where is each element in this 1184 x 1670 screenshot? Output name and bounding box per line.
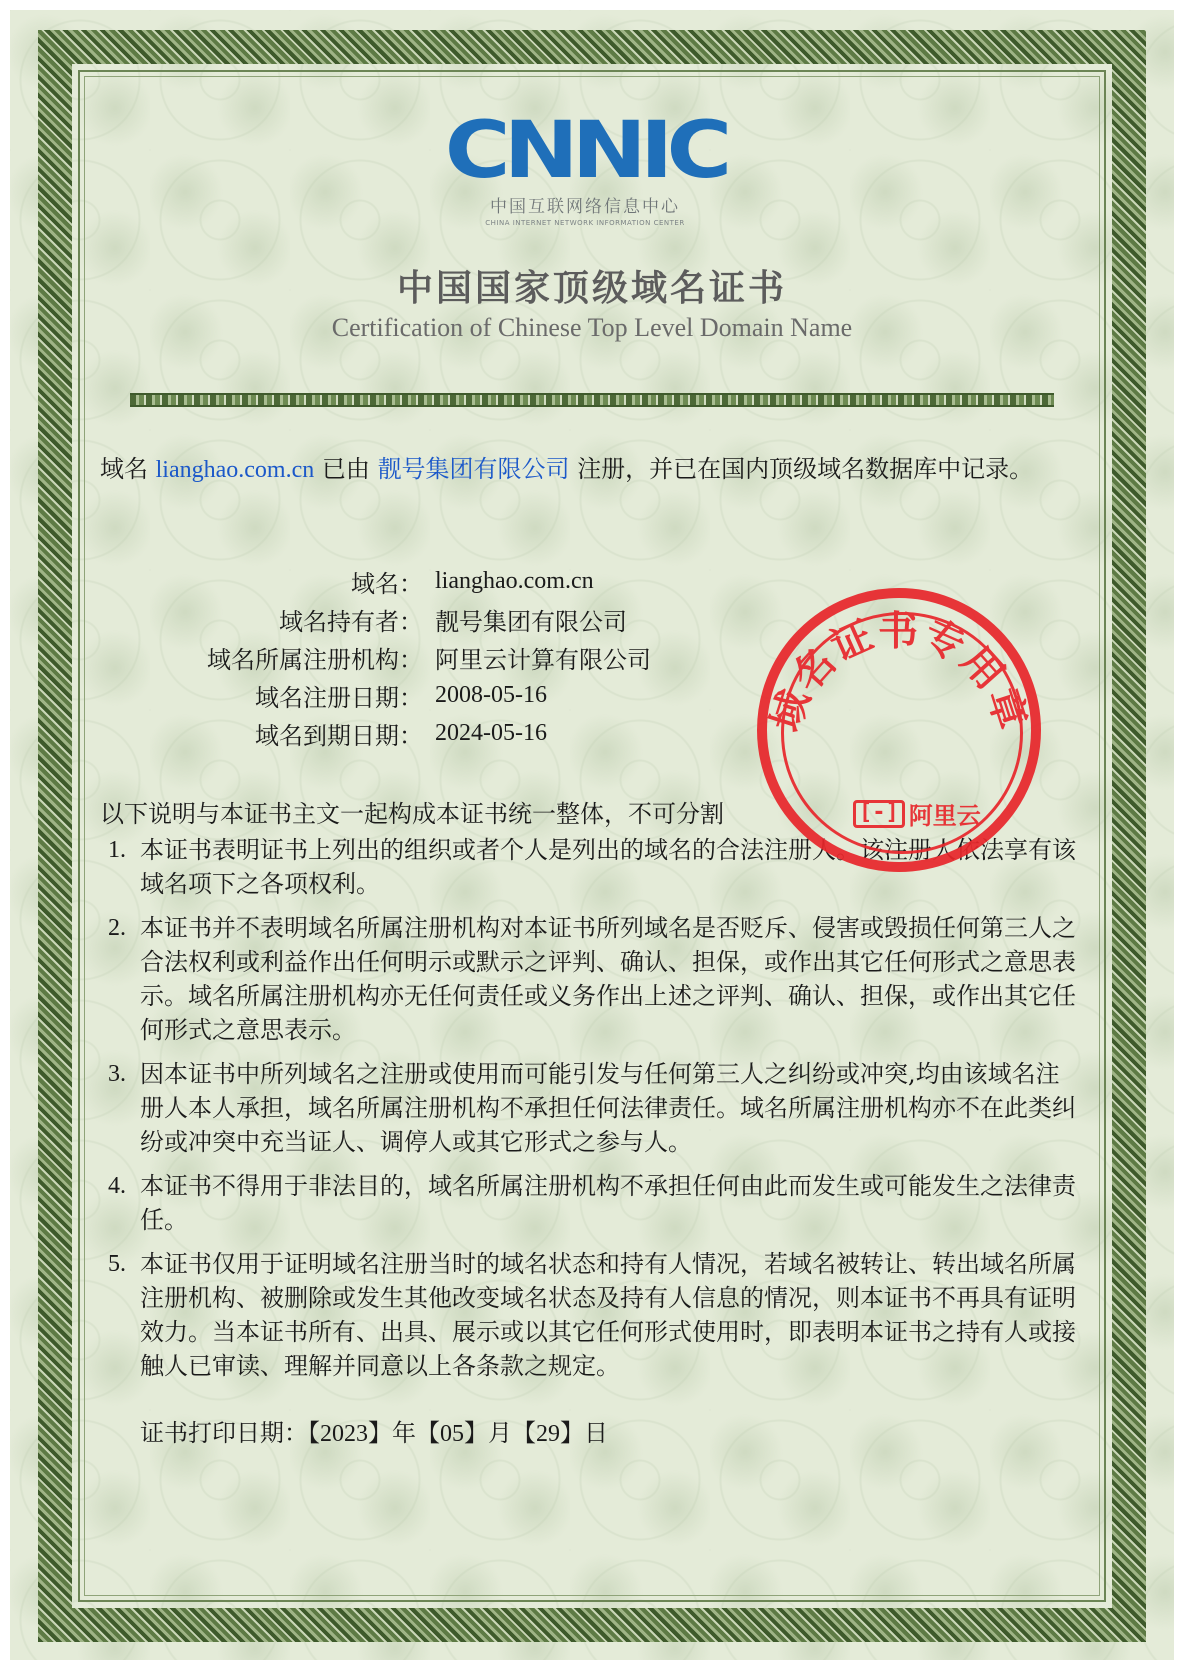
info-label: 域名到期日期： <box>255 721 423 750</box>
term-text: 因本证书中所列域名之注册或使用而可能引发与任何第三人之纠纷或冲突,均由该域名注册人本人承担，域名所属注册机构不承担任何法律责任。域名所属注册机构亦不在此类纠纷或冲突中充当证人、调停人或其它形式之参与人。 <box>140 1060 1076 1156</box>
seal-brand-text: 阿里云 <box>908 802 981 830</box>
aliyun-logo-icon: [-] <box>853 800 905 828</box>
logo-mark: CNNIC <box>444 106 726 196</box>
term-item <box>108 911 1078 1047</box>
intro-domain: lianghao.com.cn <box>155 457 315 483</box>
ornamental-divider <box>130 393 1054 407</box>
title-en: Certification of Chinese Top Level Domain Name <box>331 313 853 342</box>
info-value: 靓号集团有限公司 <box>435 607 627 636</box>
official-seal <box>757 588 1041 872</box>
info-value: lianghao.com.cn <box>435 567 594 594</box>
term-text: 本证书表明证书上列出的组织或者个人是列出的域名的合法注册人。该注册人依法享有该域名项下之各项权利。 <box>140 836 1076 898</box>
print-date-label: 证书打印日期： <box>140 1419 308 1447</box>
svg-text:域名证书专用章 <box>762 607 1036 737</box>
intro-suffix: 注册，并已在国内顶级域名数据库中记录。 <box>577 455 1034 483</box>
info-row-exp-date <box>100 714 700 752</box>
info-row-domain <box>100 562 700 600</box>
term-item <box>108 1247 1078 1383</box>
info-row-holder <box>100 600 700 638</box>
print-date <box>140 1413 608 1448</box>
info-value: 2024-05-16 <box>435 719 547 746</box>
intro-holder: 靓号集团有限公司 <box>377 455 570 483</box>
term-item <box>108 1057 1078 1159</box>
intro-paragraph <box>100 452 1070 487</box>
intro-mid: 已由 <box>321 455 370 483</box>
info-label: 域名持有者： <box>279 607 423 636</box>
domain-info-table <box>100 562 700 752</box>
logo-en-name: CHINA INTERNET NETWORK INFORMATION CENTER <box>485 219 685 227</box>
title-cn: 中国国家顶级域名证书 <box>396 268 787 309</box>
info-value: 阿里云计算有限公司 <box>435 645 651 674</box>
info-label: 域名： <box>351 569 423 598</box>
term-number: 2. <box>108 915 126 941</box>
seal-text: 域名证书专用章 <box>762 607 1036 737</box>
print-date-value: 【2023】年【05】月【29】日 <box>308 1421 608 1447</box>
term-number: 4. <box>108 1173 126 1199</box>
term-text: 本证书并不表明域名所属注册机构对本证书所列域名是否贬斥、侵害或毁损任何第三人之合法权利或利益作出任何明示或默示之评判、确认、担保，或作出其它任何形式之意思表示。域名所属注册机构亦无任何责任或义务作出上述之评判、确认、担保，或作出其它任何形式之意思表示。 <box>140 914 1076 1044</box>
seal-brand <box>853 796 981 831</box>
intro-prefix: 域名 <box>100 455 148 483</box>
terms-list <box>108 833 1078 1393</box>
cnnic-logo <box>444 106 726 227</box>
info-row-registrar <box>100 638 700 676</box>
term-number: 3. <box>108 1061 126 1087</box>
terms-note: 以下说明与本证书主文一起构成本证书统一整体，不可分割 <box>100 800 724 828</box>
logo-cn-name: 中国互联网络信息中心 <box>490 197 680 217</box>
term-item <box>108 1169 1078 1237</box>
info-row-reg-date <box>100 676 700 714</box>
term-text: 本证书不得用于非法目的，域名所属注册机构不承担任何由此而发生或可能发生之法律责任。 <box>140 1172 1076 1234</box>
term-number: 5. <box>108 1251 126 1277</box>
info-label: 域名注册日期： <box>255 683 423 712</box>
info-value: 2008-05-16 <box>435 681 547 708</box>
term-number: 1. <box>108 837 126 863</box>
term-text: 本证书仅用于证明域名注册当时的域名状态和持有人情况，若域名被转让、转出域名所属注册机构、被删除或发生其他改变域名状态及持有人信息的情况，则本证书不再具有证明效力。当本证书所有、出具、展示或以其它任何形式使用时，即表明本证书之持有人或接触人已审读、理解并同意以上各条款之规定。 <box>140 1250 1076 1380</box>
info-label: 域名所属注册机构： <box>207 645 423 674</box>
